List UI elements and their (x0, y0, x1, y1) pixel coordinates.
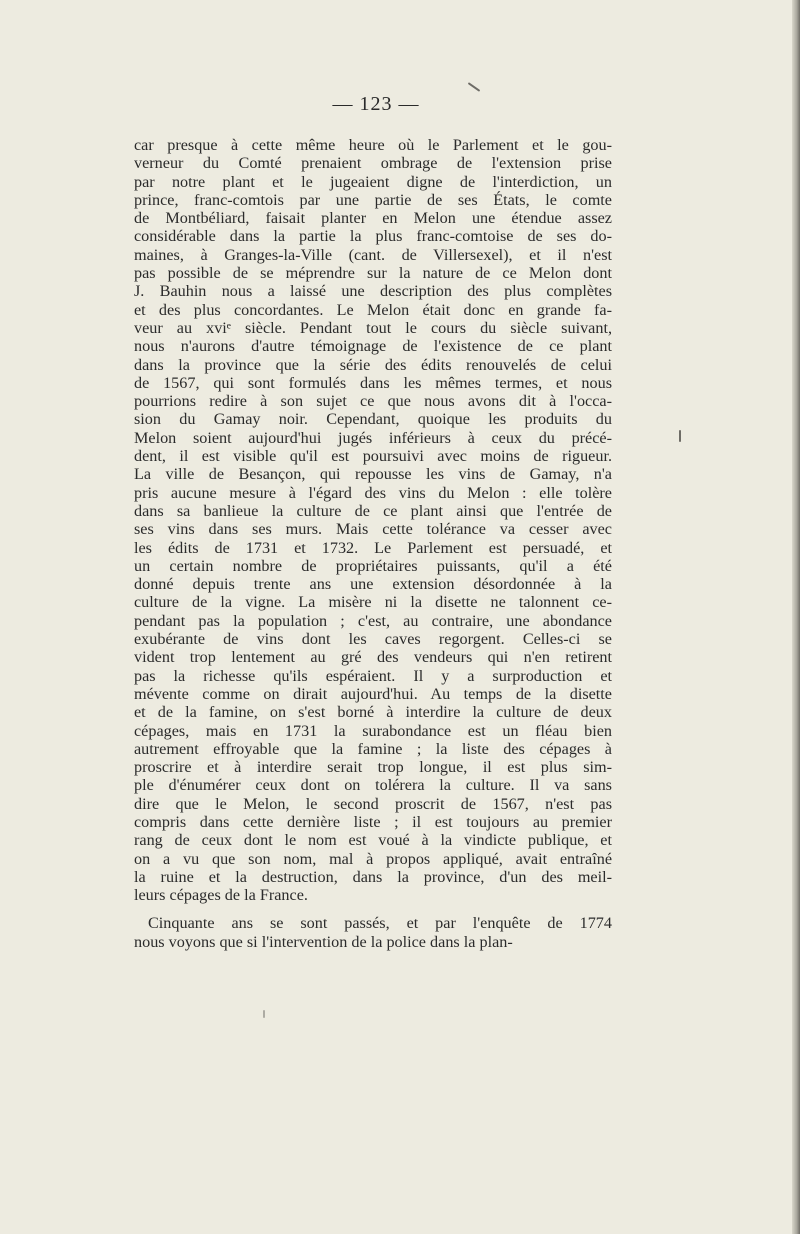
text-line: car presque à cette même heure où le Parlement et le gou- (134, 136, 612, 154)
ink-mark (468, 82, 481, 92)
text-line: dans sa banlieue la culture de ce plant ainsi que l'entrée de (134, 501, 612, 520)
text-line: sion du Gamay noir. Cependant, quoique les produits du (134, 410, 612, 429)
text-line: un certain nombre de propriétaires puissants, qu'il a été (134, 556, 612, 575)
text-line: pendant pas la population ; c'est, au contraire, une abondance (134, 611, 612, 630)
text-line: ple d'énumérer ceux dont on tolérera la culture. Il va sans (134, 776, 612, 795)
text-line: on a vu que son nom, mal à propos appliqué, avait entraîné (134, 849, 612, 868)
paragraph (134, 136, 612, 904)
text-line: autrement effroyable que la famine ; la liste des cépages à (134, 739, 612, 758)
text-line: exubérante de vins dont les caves regorgent. Celles-ci se (134, 630, 612, 649)
text-line: prince, franc-comtois par une partie de ses États, le comte (134, 190, 612, 209)
text-line: les édits de 1731 et 1732. Le Parlement est persuadé, et (134, 538, 612, 557)
text-line: Cinquante ans se sont passés, et par l'enquête de 1774 (148, 914, 612, 933)
text-line: dire que le Melon, le second proscrit de 1567, n'est pas (134, 794, 612, 813)
text-line: verneur du Comté prenaient ombrage de l'extension prise (134, 154, 612, 173)
text-line: compris dans cette dernière liste ; il est toujours au premier (134, 812, 612, 831)
text-line: par notre plant et le jugeaient digne de l'interdiction, un (134, 172, 612, 191)
paragraph-gap (134, 904, 612, 914)
text-line: mévente comme on dirait aujourd'hui. Au temps de la disette (134, 684, 612, 703)
text-line: donné depuis trente ans une extension désordonnée à la (134, 575, 612, 594)
text-line: nous voyons que si l'intervention de la police dans la plan- (134, 932, 513, 951)
text-line: leurs cépages de la France. (134, 886, 308, 905)
page-edge (792, 0, 800, 1234)
text-line: proscrire et à interdire serait trop longue, il est plus sim- (134, 758, 612, 777)
text-line: cépages, mais en 1731 la surabondance est un fléau bien (134, 721, 612, 740)
text-line: culture de la vigne. La misère ni la disette ne talonnent ce- (134, 593, 612, 612)
text-line: rang de ceux dont le nom est voué à la vindicte publique, et (134, 831, 612, 850)
body-text (134, 136, 612, 951)
text-line: considérable dans la partie la plus franc-comtoise de ses do- (134, 227, 612, 246)
text-line: de Montbéliard, faisait planter en Melon une étendue assez (134, 209, 612, 228)
text-line: pris aucune mesure à l'égard des vins du Melon : elle tolère (134, 483, 612, 502)
text-line: maines, à Granges-la-Ville (cant. de Villersexel), et il n'est (134, 245, 612, 264)
text-line: veur au xviᵉ siècle. Pendant tout le cours du siècle suivant, (134, 318, 612, 337)
ink-mark (263, 1010, 265, 1018)
text-line: de 1567, qui sont formulés dans les mêmes termes, et nous (134, 373, 612, 392)
ink-mark (679, 430, 681, 442)
text-line: J. Bauhin nous a laissé une description des plus complètes (134, 282, 612, 301)
text-line: pas possible de se méprendre sur la nature de ce Melon dont (134, 264, 612, 283)
text-line: dent, il est visible qu'il est poursuivi avec moins de rigueur. (134, 447, 612, 466)
page-number: — 123 — (332, 93, 420, 115)
paragraph (134, 914, 612, 951)
text-line: nous n'aurons d'autre témoignage de l'existence de ce plant (134, 337, 612, 356)
text-line: et des plus concordantes. Le Melon était donc en grande fa- (134, 300, 612, 319)
text-line: vident trop lentement au gré des vendeurs qui n'en retirent (134, 648, 612, 667)
text-line: dans la province que la série des édits renouvelés de celui (134, 355, 612, 374)
text-line: pas la richesse qu'ils espéraient. Il y a surproduction et (134, 666, 612, 685)
text-line: la ruine et la destruction, dans la province, d'un des meil- (134, 867, 612, 886)
text-line: La ville de Besançon, qui repousse les vins de Gamay, n'a (134, 465, 612, 484)
text-line: et de la famine, on s'est borné à interdire la culture de deux (134, 703, 612, 722)
text-line: pourrions redire à son sujet ce que nous avons dit à l'occa- (134, 392, 612, 411)
text-line: ses vins dans ses murs. Mais cette tolérance va cesser avec (134, 520, 612, 539)
text-line: Melon soient aujourd'hui jugés inférieurs à ceux du précé- (134, 428, 612, 447)
